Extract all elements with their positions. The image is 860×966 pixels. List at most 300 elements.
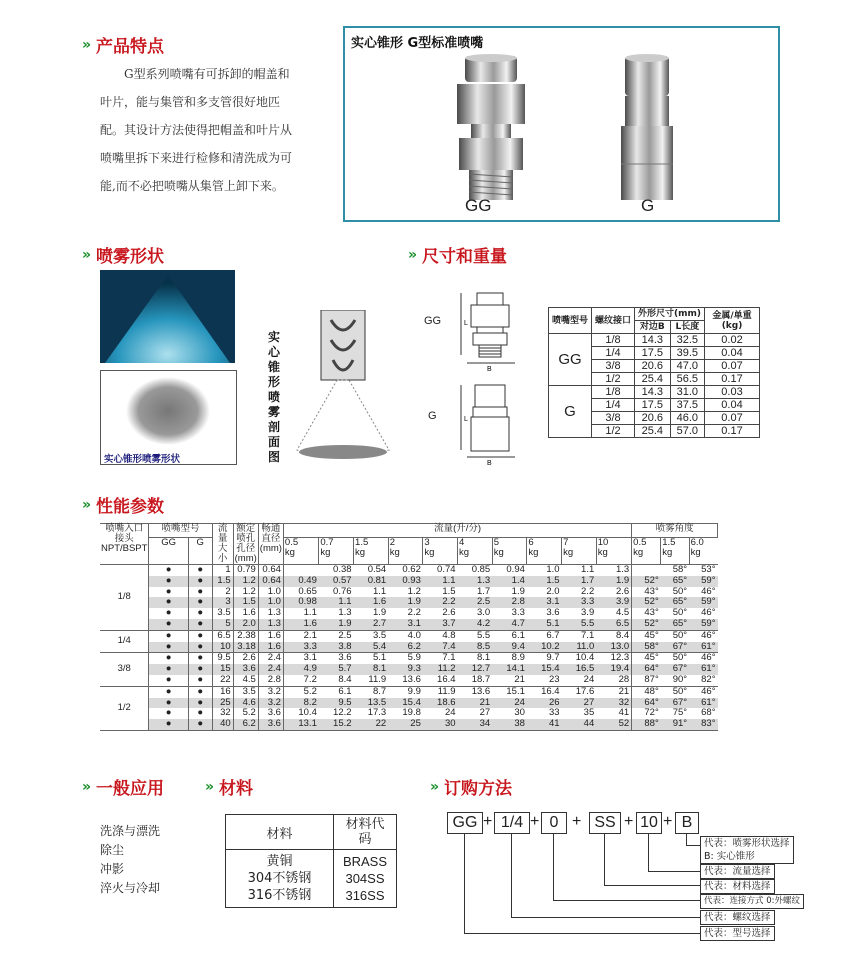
- perf-cell: 5.5: [477, 629, 491, 641]
- perf-header-model: 喷嘴型号: [149, 524, 212, 538]
- perf-cell: 0.62: [402, 564, 421, 575]
- dim-cell: 37.5: [670, 399, 704, 412]
- perf-cell: 2.6: [233, 653, 258, 664]
- perf-cell: 3.2: [258, 698, 283, 709]
- perf-cell: 10.4: [298, 707, 317, 719]
- perf-cell: 5.4: [354, 642, 389, 653]
- dim-cell: 3/8: [592, 360, 635, 373]
- plus-sign: +: [663, 813, 673, 830]
- gg-available-dot: ●: [149, 675, 188, 686]
- perf-cell: 1.3: [458, 576, 493, 587]
- order-part-spray: B: [675, 812, 699, 834]
- dim-l-label-2: L: [464, 416, 468, 423]
- dim-b-label-2: B: [487, 460, 492, 465]
- perf-cell: 1.0: [258, 587, 283, 598]
- g-available-dot: ●: [188, 708, 212, 719]
- perf-cell: 50°: [672, 585, 688, 597]
- perf-cell: 1.5: [442, 585, 456, 597]
- perf-cell: 2.2: [407, 607, 421, 619]
- perf-cell: 8.9: [511, 652, 525, 664]
- photo-panel-title: 实心锥形 G型标准喷嘴: [351, 36, 484, 51]
- perf-cell: 11.9: [354, 675, 389, 686]
- perf-cell: 91°: [661, 719, 689, 730]
- connector-line: [604, 885, 700, 886]
- diagram-label-g: G: [428, 410, 437, 422]
- arrow-icon: »: [82, 36, 91, 53]
- perf-cell: 30: [423, 719, 458, 730]
- dim-cell: 1/4: [592, 347, 635, 360]
- perf-cell: 4.6: [233, 698, 258, 709]
- perf-cell: 0.79: [233, 565, 258, 576]
- dim-cell: 17.5: [635, 347, 671, 360]
- perf-cell: 43°: [644, 585, 659, 597]
- perf-cell: 1.6: [258, 630, 283, 641]
- gg-available-dot: ●: [149, 630, 188, 641]
- arrow-icon: »: [82, 246, 91, 263]
- perf-cell: 1.7: [562, 576, 597, 587]
- perf-cell: 0.76: [333, 585, 352, 597]
- dim-cell: 0.17: [705, 373, 760, 386]
- perf-cell: 61°: [689, 642, 717, 653]
- perf-cell: 88°: [632, 719, 661, 730]
- dim-header-l: L长度: [670, 321, 704, 334]
- mat-code: 304SS: [345, 871, 385, 886]
- gg-label: GG: [465, 196, 492, 215]
- perf-cell: 4.2: [458, 619, 493, 630]
- perf-cell: 5.1: [527, 619, 562, 630]
- spray-heading: » 喷雾形状: [82, 246, 165, 267]
- perf-cell: 15.1: [506, 685, 525, 697]
- perf-cell: 5.1: [372, 652, 387, 664]
- g-available-dot: ●: [188, 719, 212, 730]
- perf-cell: 38: [492, 719, 527, 730]
- perf-inlet-cell: 1/2: [100, 686, 149, 730]
- perf-inlet-cell: 1/4: [100, 630, 149, 653]
- perf-cell: 23: [527, 675, 562, 686]
- order-part-flow: 10: [636, 812, 662, 834]
- perf-cell: 12.2: [333, 707, 352, 719]
- perf-cell: 90°: [661, 675, 689, 686]
- perf-cell: 10.4: [575, 652, 595, 664]
- g-available-dot: ●: [188, 565, 212, 576]
- perf-cell: 83°: [689, 719, 717, 730]
- perf-cell: 0.93: [388, 576, 423, 587]
- perf-cell: 24: [492, 698, 527, 709]
- perf-cell: 24: [562, 675, 597, 686]
- perf-cell: 2.2: [423, 597, 458, 608]
- perf-cell: 67°: [661, 642, 689, 653]
- perf-cell: 3.8: [319, 642, 354, 653]
- perf-cell: 45°: [644, 652, 659, 664]
- perf-cell: 3.6: [258, 719, 283, 730]
- perf-cell: 1.3: [338, 607, 352, 619]
- g-available-dot: ●: [188, 619, 212, 630]
- perf-cell: 6.1: [338, 685, 352, 697]
- arrow-icon: »: [82, 496, 91, 513]
- perf-angle-unit: kg: [633, 547, 644, 559]
- list-item: 除尘: [100, 843, 125, 857]
- perf-cell: 7.1: [442, 652, 456, 664]
- perf-cell: 4.7: [492, 619, 527, 630]
- perf-cell: 35: [583, 707, 595, 719]
- perf-header-flow: 流量(升/分): [283, 524, 631, 538]
- perf-cell: 11.0: [562, 642, 597, 653]
- perf-cell: 1.1: [372, 585, 387, 597]
- perf-cell: 65°: [661, 597, 689, 608]
- perf-cell: 26: [527, 698, 562, 709]
- perf-cell: 1.2: [233, 587, 258, 598]
- perf-cell: 33: [548, 707, 560, 719]
- gg-available-dot: ●: [149, 608, 188, 619]
- perf-pressure-unit: kg: [528, 547, 539, 559]
- perf-cell: 6.2: [388, 642, 423, 653]
- applications-heading: » 一般应用: [82, 778, 165, 799]
- perf-cell: 82°: [689, 675, 717, 686]
- perf-pressure-unit: kg: [459, 547, 470, 559]
- perf-cell: 52°: [632, 576, 661, 587]
- perf-cell: 5.2: [233, 708, 258, 719]
- connector-line: [553, 833, 554, 900]
- perf-cell: 1.6: [354, 597, 389, 608]
- perf-cell: 30: [514, 707, 525, 719]
- plus-sign: +: [530, 813, 540, 830]
- perf-cell: 1.3: [596, 565, 631, 576]
- mat-header-code: 材料代码: [334, 815, 397, 850]
- perf-cell: 5.5: [562, 619, 597, 630]
- perf-cell: 52: [596, 719, 631, 730]
- order-part-thread: 1/4: [494, 812, 530, 834]
- perf-cell: 46°: [701, 685, 716, 697]
- perf-cell: 25: [212, 698, 233, 709]
- perf-cell: 50°: [672, 629, 688, 641]
- perf-cell: 7.1: [581, 629, 595, 641]
- perf-pressure-value: 7: [563, 537, 569, 549]
- perf-cell: 34: [458, 719, 493, 730]
- perf-cell: 6.5: [596, 619, 631, 630]
- perf-pressure-value: 6: [528, 537, 534, 549]
- perf-cell: 8.4: [596, 630, 631, 641]
- perf-pressure-unit: kg: [284, 547, 295, 559]
- perf-cell: 7.4: [423, 642, 458, 653]
- perf-cell: 5: [212, 619, 233, 630]
- perf-cell: 75°: [672, 707, 688, 719]
- perf-cell: 2.8: [258, 675, 283, 686]
- dim-cell: 1/2: [592, 425, 635, 438]
- perf-cell: 19.8: [402, 707, 421, 719]
- perf-cell: 22: [212, 675, 233, 686]
- perf-cell: 87°: [632, 675, 661, 686]
- perf-cell: 3.3: [511, 607, 525, 619]
- perf-cell: 2.38: [233, 630, 258, 641]
- perf-cell: 10: [212, 642, 233, 653]
- perf-cell: 8.7: [372, 685, 387, 697]
- perf-cell: 41: [527, 719, 562, 730]
- perf-cell: 3.7: [423, 619, 458, 630]
- perf-cell: 46°: [701, 629, 716, 641]
- perf-cell: 1.5: [233, 597, 258, 608]
- perf-cell: 58°: [672, 564, 688, 575]
- perf-cell: 15.2: [319, 719, 354, 730]
- perf-cell: 1: [212, 565, 233, 576]
- connector-line: [686, 833, 687, 845]
- perf-cell: 5.9: [407, 652, 421, 664]
- gg-available-dot: ●: [149, 719, 188, 730]
- perf-cell: 3.2: [258, 686, 283, 697]
- perf-cell: 11.2: [423, 664, 458, 675]
- list-item: 洗涤与漂洗: [100, 824, 161, 838]
- perf-angle-pressure: 0.5: [633, 537, 647, 549]
- perf-cell: 1.5: [527, 576, 562, 587]
- perf-pressure-value: 1.5: [355, 537, 369, 549]
- g-available-dot: ●: [188, 630, 212, 641]
- perf-cell: 65°: [661, 619, 689, 630]
- perf-cell: 15: [212, 664, 233, 675]
- dim-cell: 0.07: [705, 360, 760, 373]
- perf-cell: 24: [444, 707, 456, 719]
- perf-header-g: G: [188, 538, 212, 565]
- perf-cell: 17.6: [575, 685, 595, 697]
- perf-cell: 50°: [672, 607, 688, 619]
- perf-cell: 3.9: [581, 607, 595, 619]
- dim-header-type: 喷嘴型号: [549, 308, 592, 334]
- perf-cell: 52°: [632, 597, 661, 608]
- perf-cell: 8.4: [319, 675, 354, 686]
- perf-cell: 3.1: [527, 597, 562, 608]
- perf-cell: 2.4: [258, 664, 283, 675]
- perf-cell: 14.1: [492, 664, 527, 675]
- perf-cell: 6.5: [212, 630, 233, 641]
- mat-header-name: 材料: [226, 815, 334, 850]
- perf-cell: 1.0: [546, 564, 560, 575]
- perf-cell: 8.1: [477, 652, 491, 664]
- dim-cell: 1/4: [592, 399, 635, 412]
- perf-cell: 3.6: [233, 664, 258, 675]
- perf-cell: 1.1: [303, 607, 317, 619]
- perf-cell: 6.7: [546, 629, 560, 641]
- perf-cell: 1.2: [407, 585, 421, 597]
- plus-sign: +: [483, 813, 493, 830]
- perf-cell: 59°: [689, 619, 717, 630]
- perf-cell: 3.5: [212, 608, 233, 619]
- perf-angle-unit: kg: [662, 547, 673, 559]
- perf-cell: 0.64: [258, 565, 283, 576]
- gg-available-dot: ●: [149, 653, 188, 664]
- dim-cell: 32.5: [670, 334, 704, 347]
- perf-pressure-value: 2: [389, 537, 395, 549]
- dim-cell: 31.0: [670, 386, 704, 399]
- list-item: 冲影: [100, 862, 125, 876]
- perf-cell: 1.9: [388, 597, 423, 608]
- connector-line: [511, 917, 700, 918]
- perf-cell: 1.6: [283, 619, 318, 630]
- perf-cell: 2: [212, 587, 233, 598]
- perf-cell: 13.6: [471, 685, 491, 697]
- plus-sign: +: [624, 813, 634, 830]
- order-part-model: GG: [447, 812, 483, 834]
- perf-cell: 3.0: [477, 607, 491, 619]
- g-available-dot: ●: [188, 664, 212, 675]
- perf-cell: 2.4: [258, 653, 283, 664]
- dim-type-cell: G: [549, 386, 592, 438]
- dim-cell: 0.04: [705, 399, 760, 412]
- perf-pressure-value: 0.7: [320, 537, 334, 549]
- perf-cell: 2.8: [492, 597, 527, 608]
- dim-header-weight: 金属/单重(kg): [705, 308, 760, 334]
- dim-cell: 20.6: [635, 360, 671, 373]
- perf-cell: 50°: [672, 685, 688, 697]
- g-available-dot: ●: [188, 576, 212, 587]
- dim-l-label: L: [464, 320, 468, 327]
- gg-available-dot: ●: [149, 698, 188, 709]
- ordering-heading: » 订购方法: [430, 778, 513, 799]
- perf-cell: 16.4: [423, 675, 458, 686]
- list-item: 淬火与冷却: [100, 881, 161, 895]
- arrow-icon: »: [408, 246, 417, 263]
- perf-cell: 1.4: [492, 576, 527, 587]
- perf-cell: 3.9: [596, 597, 631, 608]
- perf-pressure-value: 0.5: [284, 537, 299, 549]
- perf-angle-pressure: 6.0: [690, 537, 704, 549]
- perf-cell: 17.3: [367, 707, 387, 719]
- dim-cell: 0.07: [705, 412, 760, 425]
- perf-cell: 61°: [689, 698, 717, 709]
- perf-cell: 3.5: [233, 686, 258, 697]
- perf-cell: 46°: [701, 585, 716, 597]
- perf-header-passage: 畅通直径(mm): [258, 524, 283, 565]
- perf-cell: 6.2: [233, 719, 258, 730]
- g-available-dot: ●: [188, 675, 212, 686]
- gg-available-dot: ●: [149, 619, 188, 630]
- perf-cell: 13.6: [388, 675, 423, 686]
- diagram-label-gg: GG: [424, 315, 442, 327]
- gg-available-dot: ●: [149, 565, 188, 576]
- features-text: G型系列喷嘴有可拆卸的帽盖和 叶片，能与集管和多支管很好地匹 配。其设计方法使得把帽盖和叶片从 喷嘴里拆下来进行检修和清洗成为可 能,而不必把喷嘴从集管上卸下来。: [100, 67, 293, 193]
- perf-cell: 1.0: [258, 597, 283, 608]
- perf-cell: 3.1: [388, 619, 423, 630]
- g-available-dot: ●: [188, 587, 212, 598]
- perf-cell: 2.6: [596, 587, 631, 598]
- connector-line: [464, 833, 465, 933]
- connector-line: [648, 833, 649, 871]
- order-legend-material: 代表：材料选择: [700, 879, 775, 894]
- connector-line: [464, 933, 700, 934]
- arrow-icon: »: [205, 778, 214, 795]
- perf-cell: 4.8: [442, 629, 456, 641]
- perf-cell: 0.85: [471, 564, 491, 575]
- g-available-dot: ●: [188, 653, 212, 664]
- spray-vertical-text: 实心锥形喷雾剖面图: [268, 330, 281, 464]
- mat-name: 黄铜: [266, 854, 293, 869]
- perf-cell: 13.0: [596, 642, 631, 653]
- perf-cell: 1.5: [212, 576, 233, 587]
- perf-cell: 1.1: [319, 597, 354, 608]
- perf-cell: 68°: [701, 707, 716, 719]
- perf-cell: 64°: [632, 664, 661, 675]
- perf-cell: 3.6: [258, 708, 283, 719]
- perf-header-gg: GG: [149, 538, 188, 565]
- order-legend-thread: 代表：螺纹选择: [700, 910, 775, 925]
- perf-cell: 43°: [644, 607, 659, 619]
- connector-line: [686, 845, 700, 846]
- perf-cell: 8.2: [283, 698, 318, 709]
- perf-pressure-unit: kg: [597, 547, 608, 559]
- perf-cell: 4.0: [407, 629, 421, 641]
- perf-cell: 2.7: [354, 619, 389, 630]
- dim-cell: 57.0: [670, 425, 704, 438]
- perf-pressure-unit: kg: [424, 547, 435, 559]
- order-part-connection: 0: [541, 812, 567, 834]
- performance-heading: » 性能参数: [82, 496, 165, 517]
- perf-cell: 0.98: [283, 597, 318, 608]
- perf-cell: 12.7: [458, 664, 493, 675]
- perf-cell: 10.2: [527, 642, 562, 653]
- features-heading: » 产品特点: [82, 36, 165, 57]
- dim-cell: 0.04: [705, 347, 760, 360]
- perf-cell: 61°: [689, 664, 717, 675]
- perf-cell: 21: [596, 686, 631, 697]
- perf-cell: 16.4: [541, 685, 560, 697]
- perf-cell: 5.7: [319, 664, 354, 675]
- perf-cell: 1.1: [581, 564, 595, 575]
- perf-cell: 46°: [701, 607, 716, 619]
- perf-cell: 9.5: [319, 698, 354, 709]
- dim-cell: 46.0: [670, 412, 704, 425]
- order-part-material: SS: [589, 812, 621, 834]
- perf-cell: 13.1: [283, 719, 318, 730]
- perf-cell: 2.2: [581, 585, 595, 597]
- mat-code: BRASS: [342, 854, 388, 869]
- perf-cell: 4.5: [596, 608, 631, 619]
- perf-angle-unit: kg: [690, 547, 701, 559]
- perf-cell: 3.1: [303, 652, 317, 664]
- gg-available-dot: ●: [149, 642, 188, 653]
- order-legend-model: 代表：型号选择: [700, 926, 775, 941]
- perf-cell: 9.4: [492, 642, 527, 653]
- dim-cell: 25.4: [635, 373, 671, 386]
- perf-cell: 41: [596, 708, 631, 719]
- perf-cell: 9.9: [407, 685, 421, 697]
- connector-line: [648, 871, 700, 872]
- g-available-dot: ●: [188, 686, 212, 697]
- dim-cell: 3/8: [592, 412, 635, 425]
- perf-cell: 16.5: [562, 664, 597, 675]
- perf-cell: 9.7: [546, 652, 560, 664]
- dimensions-heading: » 尺寸和重量: [408, 246, 508, 267]
- arrow-icon: »: [430, 778, 439, 795]
- perf-cell: 53°: [701, 564, 716, 575]
- perf-cell: 67°: [661, 698, 689, 709]
- perf-cell: 16: [212, 686, 233, 697]
- order-legend-flow: 代表：流量选择: [700, 864, 775, 879]
- perf-inlet-cell: 3/8: [100, 653, 149, 686]
- g-label: G: [641, 196, 655, 215]
- perf-pressure-unit: kg: [355, 547, 366, 559]
- perf-cell: 5.2: [303, 685, 317, 697]
- perf-cell: 18.7: [458, 675, 493, 686]
- perf-cell: 1.9: [596, 576, 631, 587]
- perf-cell: 0.74: [437, 564, 456, 575]
- perf-cell: 1.6: [233, 608, 258, 619]
- perf-cell: 0.49: [283, 576, 318, 587]
- dim-cell: 1/8: [592, 334, 635, 347]
- perf-pressure-unit: kg: [389, 547, 400, 559]
- g-available-dot: ●: [188, 597, 212, 608]
- dim-cell: 25.4: [635, 425, 671, 438]
- perf-cell: 18.6: [423, 698, 458, 709]
- gg-available-dot: ●: [149, 708, 188, 719]
- perf-cell: 1.1: [423, 576, 458, 587]
- perf-cell: 15.4: [527, 664, 562, 675]
